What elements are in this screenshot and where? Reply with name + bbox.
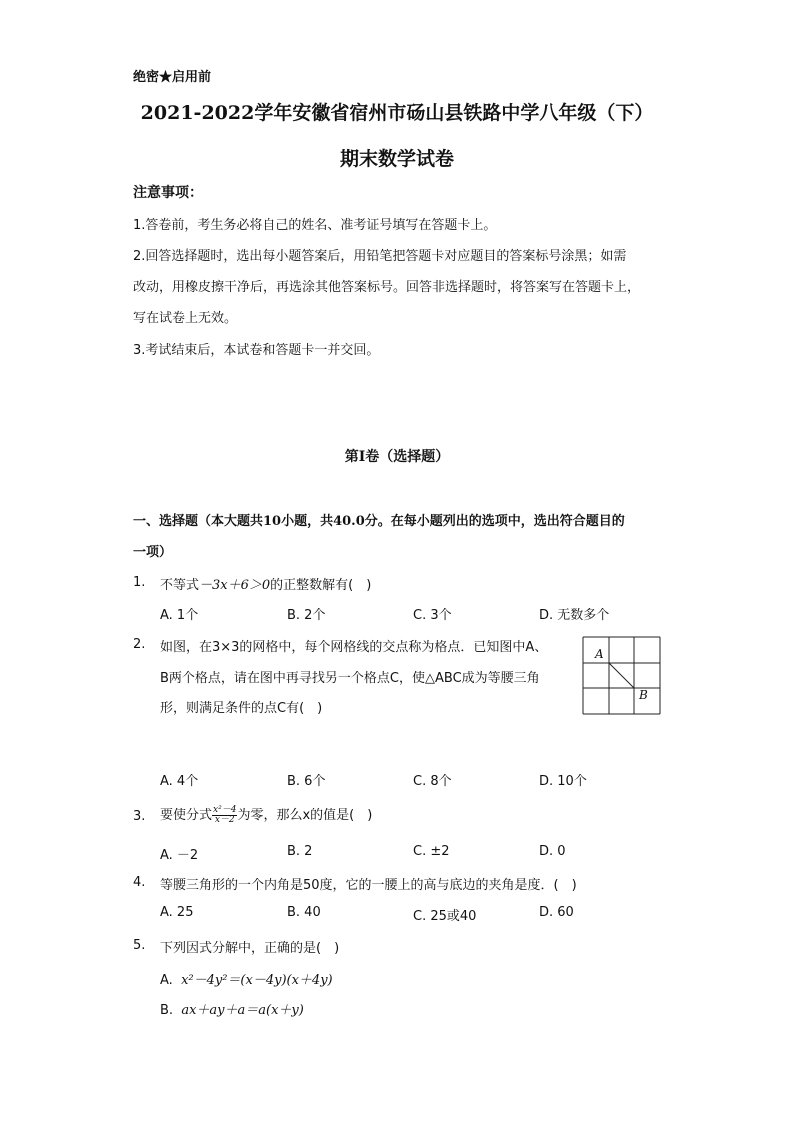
option-c: C. 25或40 — [413, 909, 477, 924]
option-b — [160, 999, 304, 1018]
option-label: B. — [160, 1003, 174, 1018]
section-heading: 一、选择题（本大题共10小题，共40.0分。在每小题列出的选项中，选出符合题目的 — [133, 514, 625, 529]
option-d: D. 0 — [539, 844, 566, 859]
volume-heading: 第Ⅰ卷（选择题） — [344, 449, 450, 465]
question-number: 2. — [133, 637, 146, 652]
option-b: B. 6个 — [287, 774, 326, 789]
question-number: 3. — [133, 809, 146, 824]
option-label: A. — [160, 973, 173, 988]
notice-heading: 注意事项： — [133, 185, 203, 201]
point-a-label: A — [595, 647, 604, 661]
question-number: 4. — [133, 875, 146, 890]
question-text: 要使分式 — [160, 808, 213, 823]
segment-ab — [609, 663, 634, 688]
notice-line: 改动，用橡皮擦干净后，再选涂其他答案标号。回答非选择题时，将答案写在答题卡上， — [133, 280, 641, 295]
exam-title-line1: 2021-2022学年安徽省宿州市砀山县铁路中学八年级（下） — [140, 102, 654, 124]
question-5-stem: 下列因式分解中，正确的是( ) — [160, 941, 340, 956]
option-c: C. 8个 — [413, 774, 452, 789]
question-number: 1. — [133, 575, 146, 590]
grid-figure — [582, 636, 662, 716]
notice-line: 1.答卷前，考生务必将自己的姓名、准考证号填写在答题卡上。 — [133, 218, 497, 233]
question-text: 不等式 — [160, 578, 200, 593]
option-b: B. 40 — [287, 905, 321, 920]
option-c: C. ±2 — [413, 844, 450, 859]
option-d: D. 60 — [539, 905, 574, 920]
question-text: 为零，那么x的值是( ) — [237, 808, 373, 823]
question-4-stem: 等腰三角形的一个内角是50度，它的一腰上的高与底边的夹角是度．( ) — [160, 878, 577, 893]
question-3-stem — [160, 804, 372, 825]
fraction — [212, 806, 237, 825]
notice-line: 写在试卷上无效。 — [133, 311, 238, 326]
option-a — [160, 969, 333, 988]
option-b: B. 2 — [287, 844, 313, 859]
option-formula: x²－4y²＝(x－4y)(x＋4y) — [181, 973, 333, 988]
section-heading-cont: 一项） — [133, 545, 173, 560]
fraction-numerator: x²－4 — [213, 805, 237, 815]
question-2-line2: B两个格点，请在图中再寻找另一个格点C，使△ABC成为等腰三角 — [160, 671, 540, 686]
option-a: A. 25 — [160, 905, 194, 920]
point-b-label: B — [639, 688, 648, 702]
inequality: －3x＋6＞0 — [199, 578, 271, 593]
option-c: C. 3个 — [413, 608, 452, 623]
notice-line: 2.回答选择题时，选出每小题答案后，用铅笔把答题卡对应题目的答案标号涂黑；如需 — [133, 249, 627, 264]
option-a: A. 4个 — [160, 774, 199, 789]
confidential-mark: 绝密★启用前 — [133, 70, 212, 85]
exam-title-line2: 期末数学试卷 — [339, 148, 454, 170]
question-2-line3: 形，则满足条件的点C有( ) — [160, 701, 323, 716]
question-2-line1: 如图，在3×3的网格中，每个网格线的交点称为格点．已知图中A、 — [160, 640, 548, 655]
question-text: 的正整数解有( ) — [270, 578, 372, 593]
option-formula: ax＋ay＋a＝a(x＋y) — [181, 1003, 304, 1018]
option-d: D. 10个 — [539, 774, 587, 789]
fraction-denominator: x－2 — [214, 815, 235, 825]
notice-line: 3.考试结束后，本试卷和答题卡一并交回。 — [133, 343, 380, 358]
option-d: D. 无数多个 — [539, 608, 610, 623]
question-1-stem — [160, 574, 371, 593]
option-a: A. 1个 — [160, 608, 199, 623]
option-a: A. －2 — [160, 848, 199, 863]
option-b: B. 2个 — [287, 608, 326, 623]
question-number: 5. — [133, 938, 146, 953]
